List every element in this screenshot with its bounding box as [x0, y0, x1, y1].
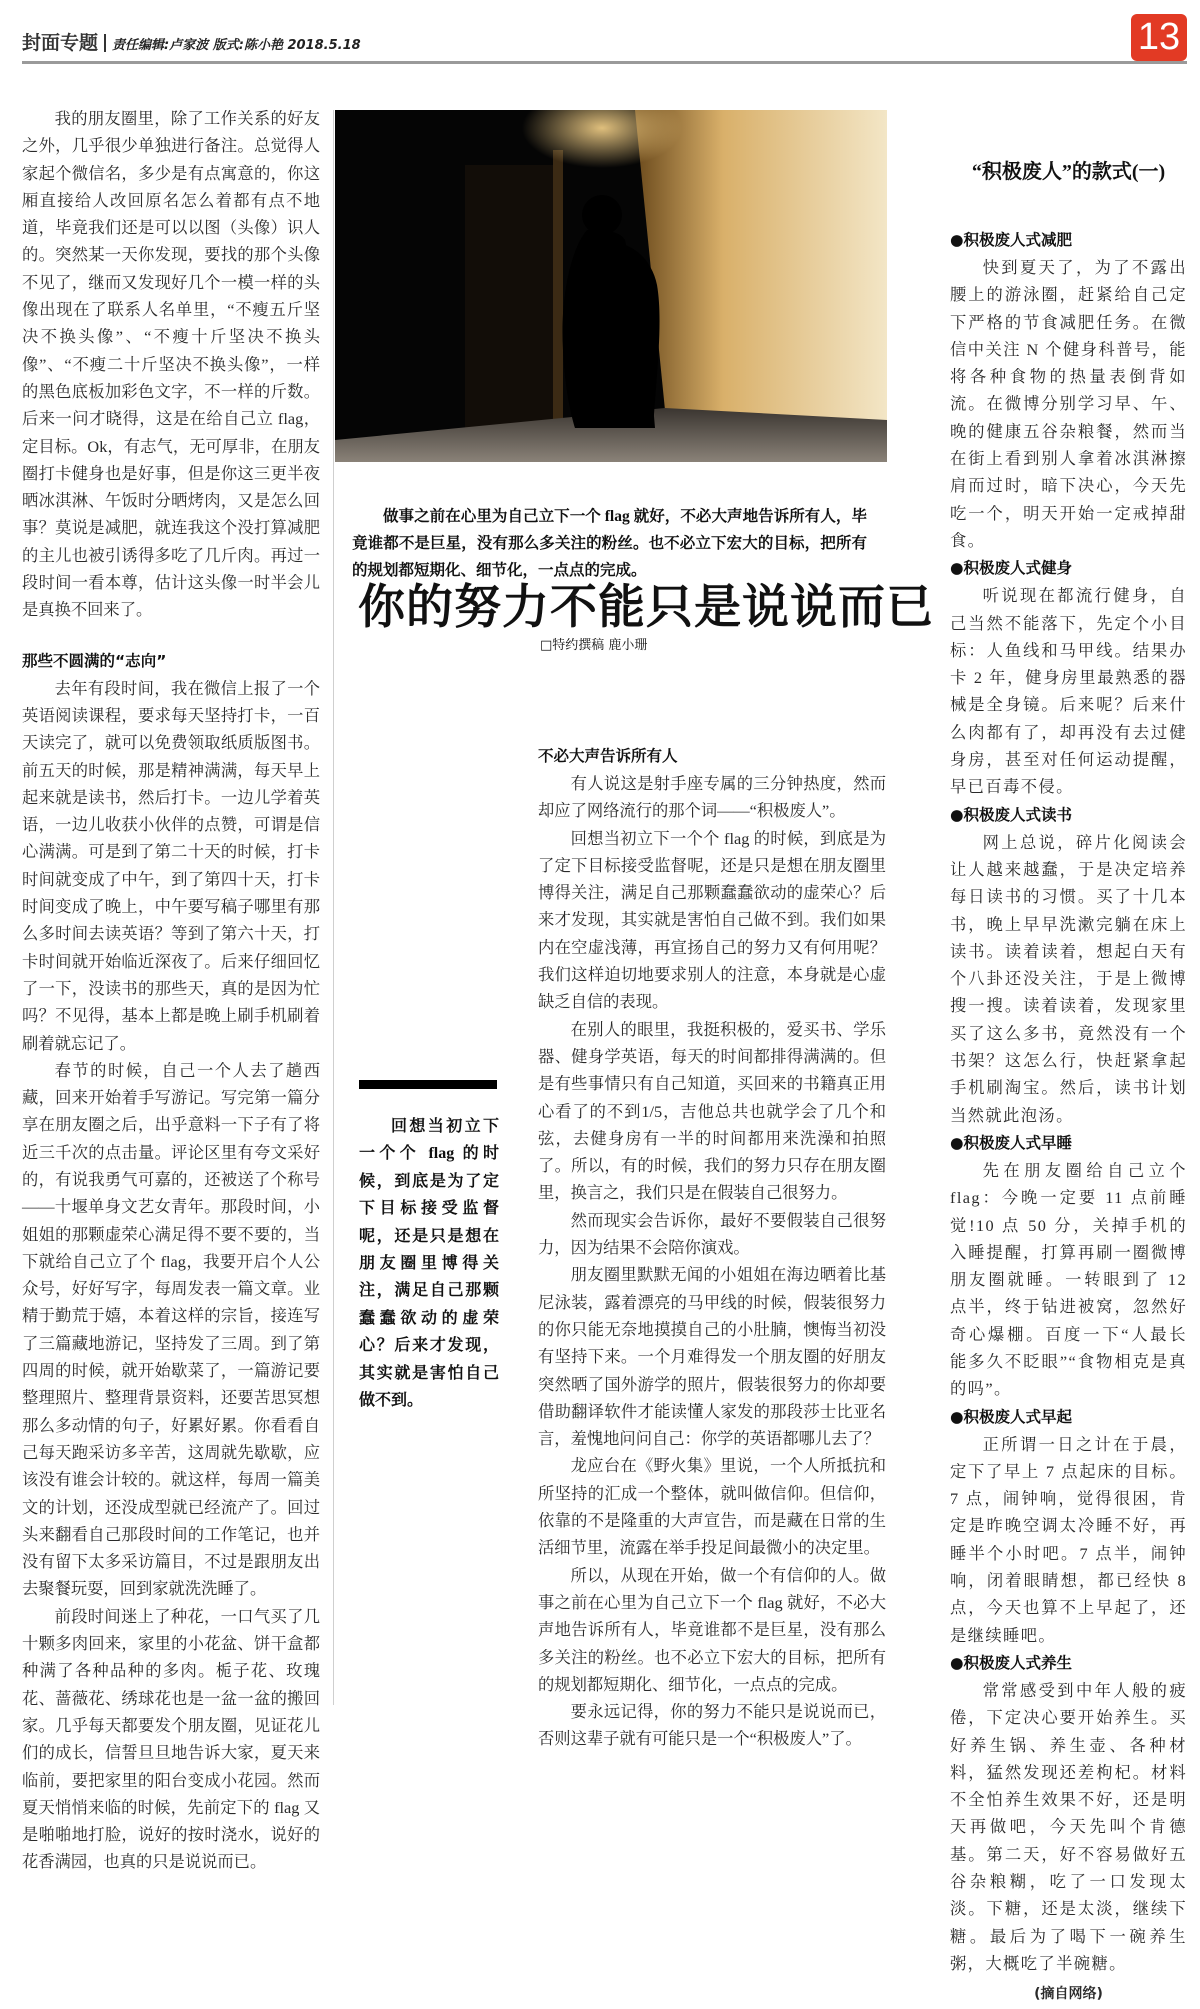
editor-credits: 责任编辑:卢家波 版式:陈小艳 2018.5.18	[112, 38, 361, 53]
header-divider	[104, 34, 106, 52]
paragraph: 前段时间迷上了种花，一口气买了几十颗多肉回来，家里的小花盆、饼干盒都种满了各种品种的多肉。栀子花、玫瑰花、蔷薇花、绣球花也是一盆一盆的搬回家。几乎每天都要发个朋友圈，见证花儿们的成长，信誓旦旦地告诉大家，夏天来临前，要把家里的阳台变成小花园。然而夏天悄悄来临的时候，先前定下的 flag 又是啪啪地打脸，说好的按时浇水，说好的花香满园，也真的只是说说而已。	[22, 1606, 320, 1872]
sidebar-heading: ●积极废人式健身	[950, 559, 1073, 578]
source-note: (摘自网络)	[1034, 1986, 1103, 2003]
paragraph: 要永远记得，你的努力不能只是说说而已，否则这辈子就有可能只是一个“积极废人”了。	[538, 1702, 886, 1749]
paragraph: 网上总说，碎片化阅读会让人越来越蠢，于是决定培养每日读书的习惯。买了十几本书，晚上早早洗漱完躺在床上读书。读着读着，想起白天有个八卦还没关注，于是上微博搜一搜。读着读着，发现家里买了这么多书，竟然没有一个书架？这怎么行，快赶紧拿起手机刷淘宝。然后，读书计划当然就此泡汤。	[950, 832, 1187, 1125]
paragraph: 快到夏天了，为了不露出腰上的游泳圈，赶紧给自己定下严格的节食减肥任务。在微信中关注 N 个健身科普号，能将各种食物的热量表倒背如流。在微博分别学习早、午、晚的健康五谷杂粮餐，然而当在街上看到别人拿着冰淇淋擦肩而过时，暗下决心，今天先吃一个，明天开始一定戒掉甜食。	[950, 258, 1187, 550]
paragraph: 回想当初立下一个个 flag 的时候，到底是为了定下目标接受监督呢，还是只是想在朋友圈里博得关注，满足自己那颗蠢蠢欲动的虚荣心？后来才发现，其实就是害怕自己做不到。我们如果内在空虚浅薄，再宣扬自己的努力又有何用呢？我们这样迫切地要求别人的注意，本身就是心虚缺乏自信的表现。	[538, 828, 886, 1012]
paragraph: 朋友圈里默默无闻的小姐姐在海边晒着比基尼泳装，露着漂亮的马甲线的时候，假装很努力的你只能无奈地摸摸自己的小肚腩，懊悔当初没有坚持下来。一个月难得发一个朋友圈的好朋友突然晒了国外游学的照片，假装很努力的你却要借助翻译软件才能读懂人家发的那段莎士比亚名言，羞愧地问问自己：你学的英语都哪儿去了？	[538, 1265, 886, 1449]
pullquote-bar	[359, 1080, 497, 1089]
section-title: 封面专题	[22, 32, 99, 54]
page-header	[22, 28, 361, 58]
section-subhead: 不必大声告诉所有人	[538, 747, 678, 765]
article-deck	[352, 503, 867, 584]
page-number-badge: 13	[1131, 14, 1187, 61]
paragraph: 有人说这是射手座专属的三分钟热度，然而却应了网络流行的那个词——“积极废人”。	[538, 774, 886, 821]
sidebar-heading: ●积极废人式读书	[950, 805, 1073, 824]
paragraph: 龙应台在《野火集》里说，一个人所抵抗和所坚持的汇成一个整体，就叫做信仰。但信仰，依靠的不是隆重的大声宣告，而是藏在日常的生活细节里，流露在举手投足间最微小的决定里。	[538, 1456, 886, 1558]
sidebar-title: “积极废人”的款式(一)	[971, 161, 1166, 183]
paragraph: 我的朋友圈里，除了工作关系的好友之外，几乎很少单独进行备注。总觉得人家起个微信名，多少是有点寓意的，你这厢直接给人改回原名怎么着都有点不地道，毕竟我们还是可以以图（头像）识人的。突然某一天你发现，要找的那个头像不见了，继而又发现好几个一模一样的头像出现在了联系人名单里，“不瘦五斤坚决不换头像”、“不瘦十斤坚决不换头像”、“不瘦二十斤坚决不换头像”，一样的黑色底板加彩色文字，不一样的斤数。后来一问才晓得，这是在给自己立 flag，定目标。Ok，有志气，无可厚非，在朋友圈打卡健身也是好事，但是你这三更半夜晒冰淇淋、午饭时分晒烤肉，又是怎么回事？莫说是减肥，就连我这个没打算减肥的主儿也被引诱得多吃了几斤肉。再过一段时间一看本尊，估计这头像一时半会儿是真换不回来了。	[22, 109, 320, 620]
pullquote-text: 回想当初立下一个个 flag 的时候，到底是为了定下目标接受监督呢，还是只是想在朋友圈里博得关注，满足自己那颗蠢蠢欲动的虚荣心？后来才发现，其实就是害怕自己做不到。	[359, 1118, 499, 1410]
sidebar-heading: ●积极废人式早起	[950, 1407, 1073, 1426]
pullquote	[359, 1113, 499, 1414]
paragraph: 春节的时候，自己一个人去了趟西藏，回来开始着手写游记。写完第一篇分享在朋友圈之后，出乎意料一下子有了将近三千次的点击量。评论区里有夸文采好的，有说我勇气可嘉的，还被送了个称号——十堰单身文艺女青年。那段时间，小姐姐的那颗虚荣心满足得不要不要的，当下就给自己立了个 flag，我要开启个人公众号，好好写字，每周发表一篇文章。业精于勤荒于嬉，本着这样的宗旨，接连写了三篇藏地游记，坚持发了三周。到了第四周的时候，就开始歇菜了，一篇游记要整理照片、整理背景资料，还要苦思冥想那么多动情的句子，好累好累。你看看自己每天跑采访多辛苦，这周就先歇歇，应该没有谁会计较的。就这样，每周一篇美文的计划，还没成型就已经流产了。回过头来翻看自己那段时间的工作笔记，也并没有留下太多采访篇目，不过是跟朋友出去聚餐玩耍，回到家就洗洗睡了。	[22, 1060, 320, 1599]
headline: 你的努力不能只是说说而已	[358, 582, 934, 634]
middle-column	[538, 742, 886, 1753]
sidebar-heading: ●积极废人式养生	[950, 1653, 1073, 1672]
sidebar-column	[950, 226, 1187, 2009]
header-rule	[22, 61, 1187, 64]
paragraph: 去年有段时间，我在微信上报了一个英语阅读课程，要求每天坚持打卡，一百天读完了，就可以免费领取纸质版图书。前五天的时候，那是精神满满，每天早上起来就是读书，然后打卡。一边儿学着英语，一边儿收获小伙伴的点赞，可谓是信心满满。可是到了第二十天的时候，打卡时间就变成了中午，到了第四十天，打卡时间变成了晚上，中午要写稿子哪里有那么多时间去读英语？等到了第六十天，打卡时间就开始临近深夜了。后来仔细回忆了一下，没读书的那些天，真的是因为忙吗？不见得，基本上都是晚上刷手机刷着刷着就忘记了。	[22, 678, 320, 1053]
paragraph: 听说现在都流行健身，自己当然不能落下，先定个小目标：人鱼线和马甲线。结果办卡 2 年，健身房里最熟悉的器械是全身镜。后来呢？后来什么肉都有了，却再没有去过健身房，甚至对任何运动提醒，早已百毒不侵。	[950, 586, 1187, 797]
silhouette-photo	[335, 110, 887, 462]
paragraph: 先在朋友圈给自己立个 flag：今晚一定要 11 点前睡觉!10 点 50 分，关掉手机的入睡提醒，打算再刷一圈微博朋友圈就睡。一转眼到了 12 点半，终于钻进被窝，忽然好奇心爆棚。百度一下“人最长能多久不眨眼”“食物相克是真的吗”。	[950, 1160, 1187, 1399]
sidebar-heading: ●积极废人式早睡	[950, 1133, 1073, 1152]
left-column	[22, 105, 320, 1876]
paragraph: 然而现实会告诉你，最好不要假装自己很努力，因为结果不会陪你演戏。	[538, 1210, 886, 1258]
sidebar-heading: ●积极废人式减肥	[950, 231, 1073, 249]
byline: □特约撰稿 鹿小珊	[540, 638, 648, 653]
paragraph: 正所谓一日之计在于晨，定下了早上 7 点起床的目标。7 点，闹钟响，觉得很困，肯定是昨晚空调太冷睡不好，再睡半个小时吧。7 点半，闹钟响，闭着眼睛想，都已经快 8 点，今天也算不上早起了，还是继续睡吧。	[950, 1434, 1187, 1645]
paragraph: 所以，从现在开始，做一个有信仰的人。做事之前在心里为自己立下一个 flag 就好，不必大声地告诉所有人，毕竟谁都不是巨星，没有那么多关注的粉丝。也不必立下宏大的目标，把所有的规划都短期化、细节化，一点点的完成。	[538, 1565, 886, 1694]
section-subhead: 那些不圆满的“志向”	[22, 651, 167, 670]
deck-text: 做事之前在心里为自己立下一个 flag 就好，不必大声地告诉所有人，毕竟谁都不是巨星，没有那么多关注的粉丝。也不必立下宏大的目标，把所有的规划都短期化、细节化，一点点的完成。	[352, 508, 867, 579]
column-divider	[333, 110, 334, 1705]
silhouette-photo-icon	[335, 110, 887, 462]
paragraph: 在别人的眼里，我挺积极的，爱买书、学乐器、健身学英语，每天的时间都排得满满的。但是有些事情只有自己知道，买回来的书籍真正用心看了的不到1/5，吉他总共也就学会了几个和弦，去健身房有一半的时间都用来洗澡和拍照了。所以，有的时候，我们的努力只存在朋友圈里，换言之，我们只是在假装自己很努力。	[538, 1019, 886, 1203]
paragraph: 常常感受到中年人般的疲倦，下定决心要开始养生。买好养生锅、养生壶、各种材料，猛然发现还差枸杞。材料不全怕养生效果不好，还是明天再做吧，今天先叫个肯德基。第二天，好不容易做好五谷杂粮糊，吃了一口发现太淡。下糖，还是太淡，继续下糖。最后为了喝下一碗养生粥，大概吃了半碗糖。	[950, 1680, 1187, 1973]
